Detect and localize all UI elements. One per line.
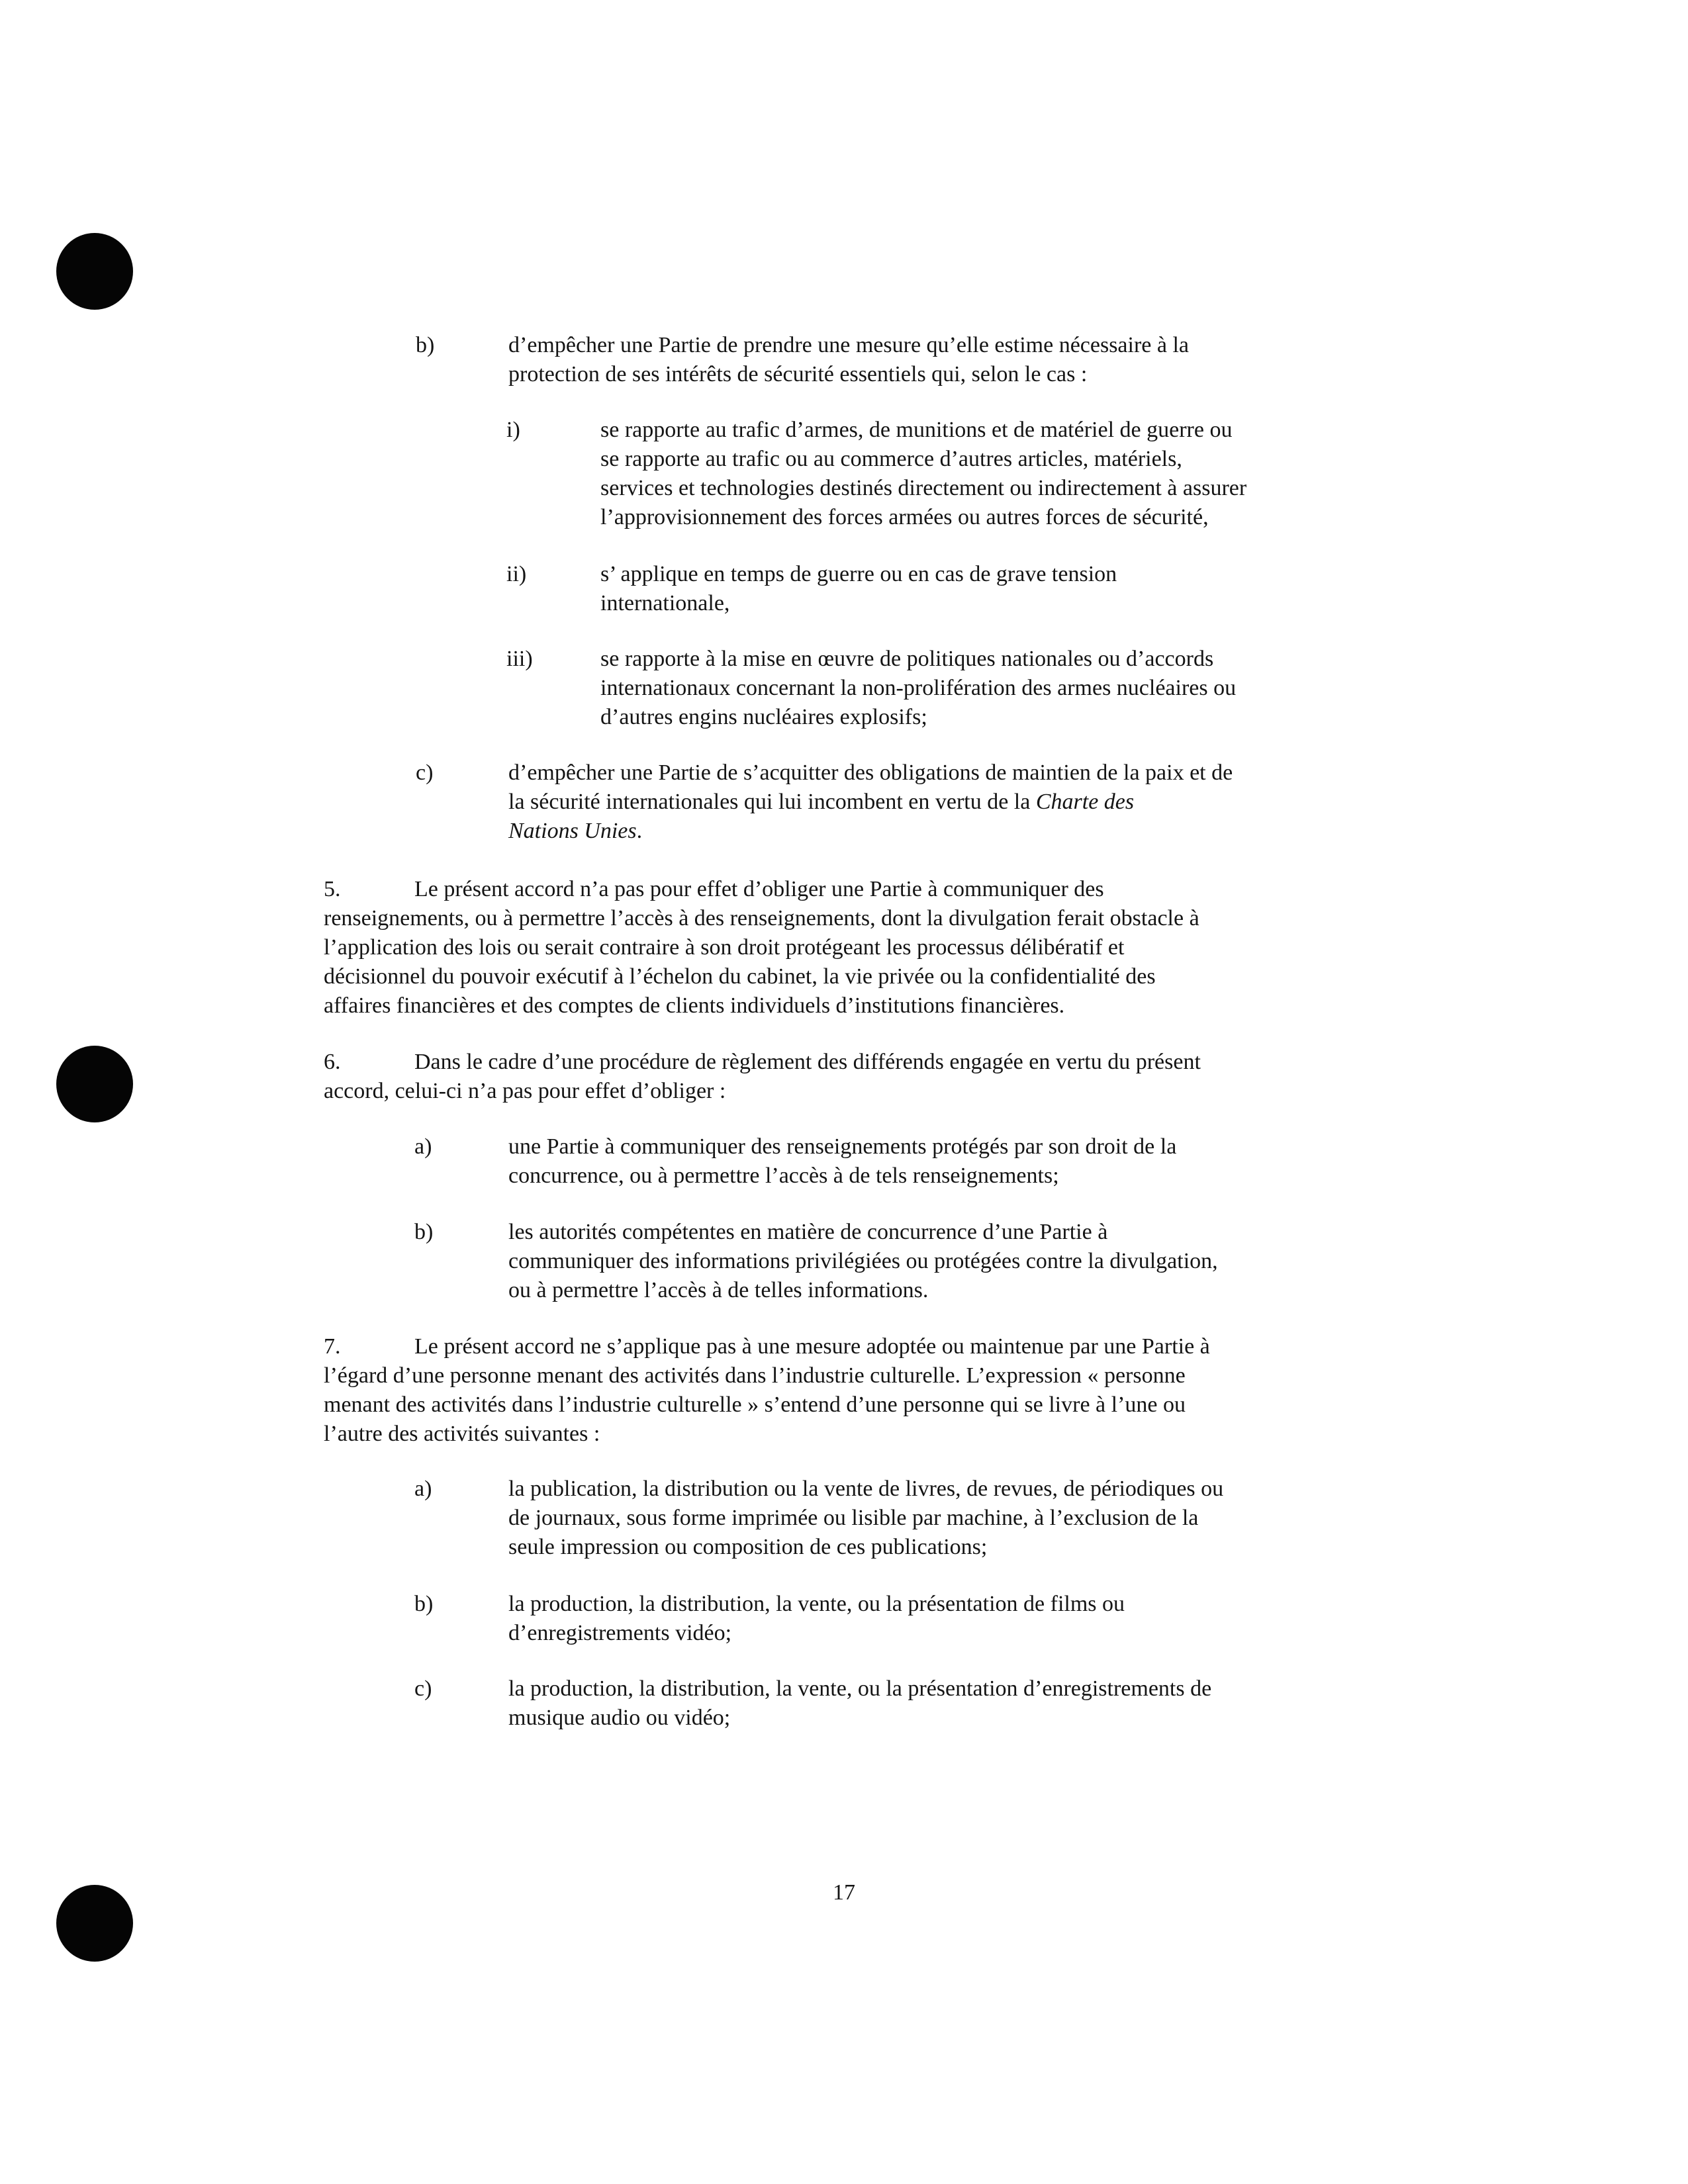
item-label-4b: b) xyxy=(416,333,435,357)
paragraph-5-text: Le présent accord n’a pas pour effet d’obliger une Partie à communiquer des renseignements, ou à permettre l’accès à des renseignements, dont la divulgation ferait obstacle à l’application des lois ou serait contraire à son droit protégeant les processus délibératif et décisionnel du pouvoir exécutif à l’échelon du cabinet, la vie privée ou la confidentialité des affaires financières et des comptes de clients individuels d’institutions financières. xyxy=(324,877,1199,1018)
charter-title: Charte des Nations Unies xyxy=(508,790,1135,843)
paragraph-number-7: 7. xyxy=(324,1334,341,1359)
subitem-text-i: se rapporte au trafic d’armes, de munitions et de matériel de guerre ou se rapporte au trafic ou au commerce d’autres articles, matériels, services et technologies destinés directement ou indirectement à assurer l’approvisionnement des forces armées ou autres forces de sécurité, xyxy=(600,418,1247,529)
item-label-7b: b) xyxy=(414,1592,434,1616)
item-label-6b: b) xyxy=(414,1220,434,1244)
item-text-4c xyxy=(508,758,1409,846)
paragraph-7-text: Le présent accord ne s’applique pas à une mesure adoptée ou maintenue par une Partie à l’égard d’une personne menant des activités dans l’industrie culturelle. L’expression « personne menant des activités dans l’industrie culturelle » s’entend d’une personne qui se livre à l’une ou l’autre des activités suivantes : xyxy=(324,1334,1210,1446)
punch-hole-middle xyxy=(56,1046,133,1122)
subitem-label-iii: iii) xyxy=(506,647,533,671)
item-text-6b: les autorités compétentes en matière de concurrence d’une Partie à communiquer des informations privilégiées ou protégées contre la divulgation, ou à permettre l’accès à de telles informations. xyxy=(508,1220,1218,1302)
subitem-text-iii: se rapporte à la mise en œuvre de politiques nationales ou d’accords internationaux concernant la non-prolifération des armes nucléaires ou d’autres engins nucléaires explosifs; xyxy=(600,647,1237,729)
paragraph-number-6: 6. xyxy=(324,1050,341,1074)
punch-hole-top xyxy=(56,233,133,310)
item-label-4c: c) xyxy=(416,760,434,785)
item-text-7c: la production, la distribution, la vente, ou la présentation d’enregistrements de musique audio ou vidéo; xyxy=(508,1676,1212,1730)
item-text-7a: la publication, la distribution ou la vente de livres, de revues, de périodiques ou de journaux, sous forme imprimée ou lisible par machine, à l’exclusion de la seule impression ou composition de ces publications; xyxy=(508,1477,1224,1559)
page-number: 17 xyxy=(833,1880,855,1905)
item-text-4c-end: . xyxy=(636,819,643,843)
paragraph-6-text: Dans le cadre d’une procédure de règlement des différends engagée en vertu du présent accord, celui-ci n’a pas pour effet d’obliger : xyxy=(324,1050,1201,1103)
item-label-7a: a) xyxy=(414,1477,432,1501)
item-label-6a: a) xyxy=(414,1134,432,1159)
paragraph-number-5: 5. xyxy=(324,877,341,901)
subitem-label-ii: ii) xyxy=(506,562,527,586)
subitem-text-ii: s’ applique en temps de guerre ou en cas de grave tension internationale, xyxy=(600,562,1117,615)
punch-hole-bottom xyxy=(56,1885,133,1962)
item-text-4b: d’empêcher une Partie de prendre une mesure qu’elle estime nécessaire à la protection de ses intérêts de sécurité essentiels qui, selon le cas : xyxy=(508,333,1190,387)
subitem-label-i: i) xyxy=(506,418,520,442)
item-label-7c: c) xyxy=(414,1676,432,1701)
item-text-4c-body: d’empêcher une Partie de s’acquitter des obligations de maintien de la paix et de la sécurité internationales qui lui incombent en vertu de la xyxy=(508,760,1233,814)
item-text-6a: une Partie à communiquer des renseignements protégés par son droit de la concurrence, ou à permettre l’accès à de tels renseignements; xyxy=(508,1134,1177,1188)
item-text-7b: la production, la distribution, la vente, ou la présentation de films ou d’enregistrements vidéo; xyxy=(508,1592,1125,1645)
